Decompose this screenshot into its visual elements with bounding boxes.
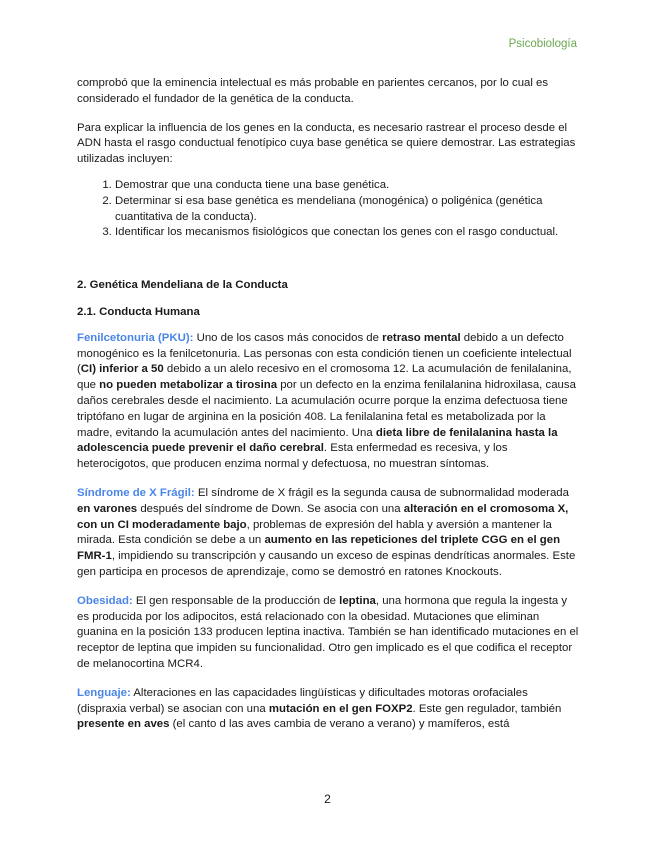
text: después del síndrome de Down. Se asocia con una bbox=[137, 502, 404, 515]
paragraph-pku bbox=[77, 331, 580, 473]
text: , impidiendo su transcripción y causando un exceso de espinas dendríticas anormales. Este gen participa en procesos de aprendizaje, como se demostró en ratones Knockouts. bbox=[77, 550, 576, 578]
paragraph-x-fragil bbox=[77, 486, 580, 581]
text: por un defecto en la enzima fenilalanina hidroxilasa, causa daños cerebrales desde el nacimiento. La acumulación ocurre porque la enzima defectuosa tiene triptófano en lugar de arginina en la posición 408. La fenilalanina fetal es metabolizada por la madre, evitando la acumulación antes del nacimiento. Una bbox=[77, 379, 576, 439]
strategies-list bbox=[77, 178, 580, 241]
list-item: 1. Demostrar que una conducta tiene una base genética. bbox=[115, 178, 580, 194]
text: debido a un alelo recesivo en el cromosoma 12. La acumulación de fenilalanina, que bbox=[77, 363, 572, 392]
text: Alteraciones en las capacidades lingüísticas y dificultades motoras orofaciales (dispraxia verbal) se asocian con una bbox=[77, 686, 528, 715]
bold-text: no pueden metabolizar a tirosina bbox=[99, 379, 278, 392]
text: debido a un defecto monogénico es la fenilcetonuria. Las personas con esta condición tienen un coeficiente intelectual ( bbox=[77, 331, 572, 376]
subsection-title: 2.1. Conducta Humana bbox=[77, 305, 200, 318]
paragraph-intro: comprobó que la eminencia intelectual es más probable en parientes cercanos, por lo cual es considerado el fundador de la genética de la conducta. bbox=[77, 77, 549, 105]
text: . Este gen regulador, también bbox=[412, 702, 562, 715]
bold-text: leptina bbox=[339, 594, 376, 607]
list-item: 2. Determinar si esa base genética es mendeliana (monogénica) o poligénica (genética cuantitativa de la conducta). bbox=[115, 194, 580, 226]
bold-text: presente en aves bbox=[77, 718, 170, 731]
text: Uno de los casos más conocidos de bbox=[193, 331, 383, 344]
bold-text: retraso mental bbox=[382, 331, 461, 344]
header-subject: Psicobiología bbox=[508, 38, 577, 50]
page-content bbox=[77, 76, 580, 746]
term-pku: Fenilcetonuria (PKU): bbox=[77, 331, 194, 344]
page-number: 2 bbox=[324, 792, 331, 806]
bold-text: aumento en las repeticiones del triplete CGG en el gen FMR-1 bbox=[77, 534, 561, 563]
text: , problemas de expresión del habla y aversión a mantener la mirada. Esta condición se debe a un bbox=[77, 518, 552, 547]
bold-text: en varones bbox=[77, 502, 138, 515]
term-obesidad: Obesidad: bbox=[77, 594, 133, 607]
text: (el canto d las aves cambia de verano a verano) y mamíferos, está bbox=[169, 718, 510, 731]
text: El gen responsable de la producción de bbox=[132, 594, 340, 607]
bold-text: alteración en el cromosoma X, con un CI moderadamente bajo bbox=[77, 502, 569, 531]
paragraph-obesidad bbox=[77, 594, 580, 673]
paragraph-strategies-intro: Para explicar la influencia de los genes en la conducta, es necesario rastrear el proceso desde el ADN hasta el rasgo conductual fenotípico cuya base genética se quiere demostrar. Las estrategias utilizadas incluyen: bbox=[77, 121, 576, 166]
section-title: 2. Genética Mendeliana de la Conducta bbox=[77, 279, 288, 292]
paragraph-lenguaje bbox=[77, 686, 580, 733]
term-lenguaje: Lenguaje: bbox=[77, 686, 131, 699]
text: , una hormona que regula la ingesta y es producida por los adipocitos, está relacionado con la obesidad. Mutaciones que eliminan guanina en la posición 133 producen leptina inactiva. También se han identificado mutaciones en el receptor de leptina que impiden su funcionalidad. Otro gen implicado es el que codifica el receptor de melanocortina MCR4. bbox=[77, 594, 579, 670]
text: . Esta enfermedad es recesiva, y los heterocigotos, que producen enzima normal y defectuosa, no muestran síntomas. bbox=[77, 442, 508, 471]
term-x-fragil: Síndrome de X Frágil: bbox=[77, 486, 195, 499]
text: El síndrome de X frágil es la segunda causa de subnormalidad moderada bbox=[194, 486, 569, 499]
bold-text: dieta libre de fenilalanina hasta la adolescencia puede prevenir el daño cerebral bbox=[77, 426, 558, 455]
bold-text: CI) inferior a 50 bbox=[80, 363, 164, 376]
bold-text: mutación en el gen FOXP2 bbox=[268, 702, 413, 715]
list-item: 3. Identificar los mecanismos fisiológicos que conectan los genes con el rasgo conductual. bbox=[115, 225, 580, 241]
